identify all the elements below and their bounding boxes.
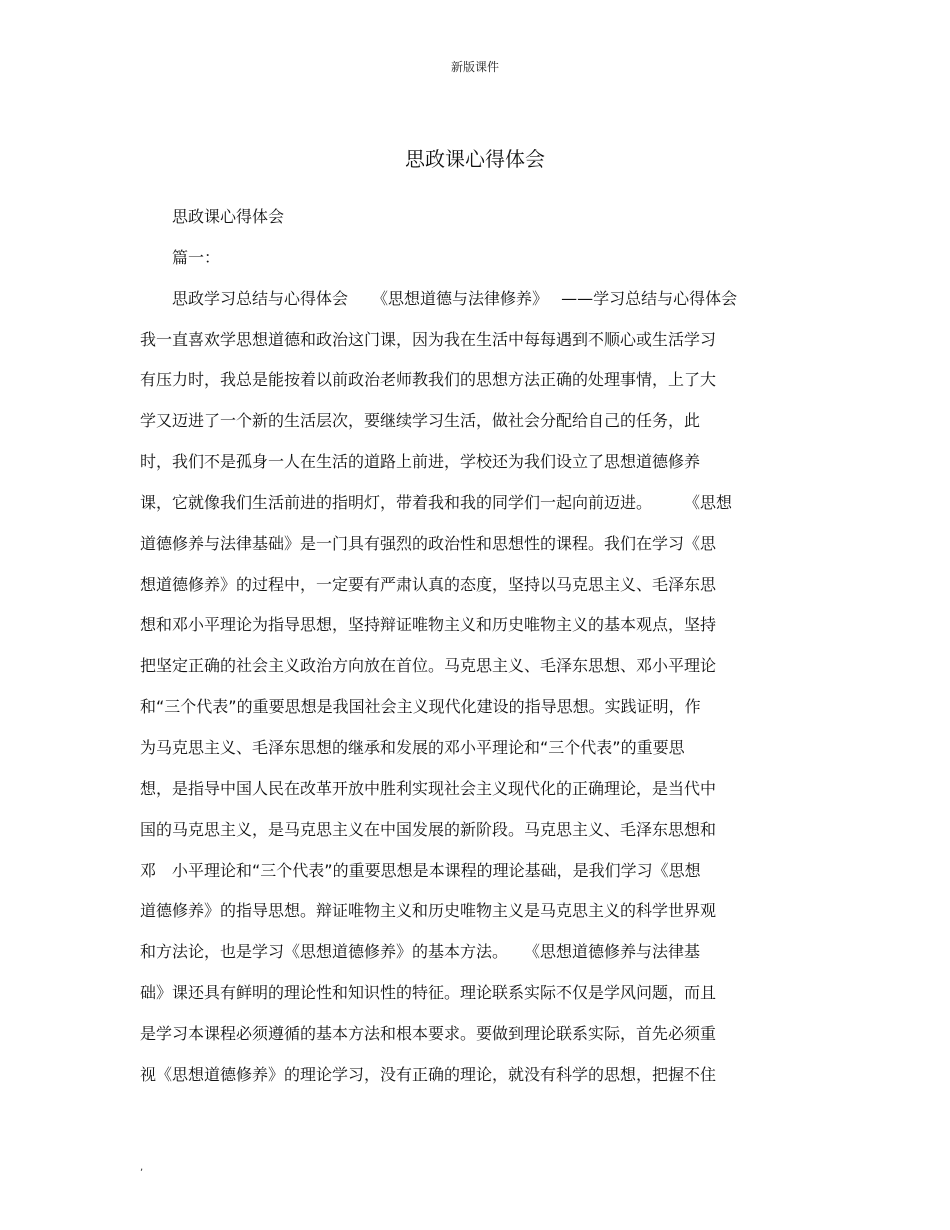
body-line: 有压力时，我总是能按着以前政治老师教我们的思想方法正确的处理事情，上了大	[140, 370, 717, 389]
body-line: 学又迈进了一个新的生活层次，要继续学习生活，做社会分配给自己的任务，此	[140, 411, 701, 430]
body-line: 时，我们不是孤身一人在生活的道路上前进，学校还为我们设立了思想道德修养	[140, 452, 701, 471]
body-line: 把坚定正确的社会主义政治方向放在首位。马克思主义、毛泽东思想、邓小平理论	[140, 656, 717, 675]
body-line: 思政学习总结与心得体会 《思想道德与法律修养》 ——学习总结与心得体会	[140, 289, 738, 308]
body-line: 想，是指导中国人民在改革开放中胜利实现社会主义现代化的正确理论，是当代中	[140, 779, 717, 798]
body-line: 篇一：	[140, 248, 221, 267]
body-line: 和方法论，也是学习《思想道德修养》的基本方法。 《思想道德修养与法律基	[140, 942, 701, 961]
page-header: 新版课件	[450, 60, 499, 74]
body-line: 思政课心得体会	[140, 207, 285, 226]
footer-mark: ,	[140, 1162, 144, 1173]
body-line: 课，它就像我们生活前进的指明灯，带着我和我的同学们一起向前迈进。 《思想	[140, 493, 733, 512]
body-line: 我一直喜欢学思想道德和政治这门课，因为我在生活中每每遇到不顺心或生活学习	[140, 330, 717, 349]
body-line: 国的马克思主义，是马克思主义在中国发展的新阶段。马克思主义、毛泽东思想和	[140, 820, 717, 839]
body-line: 道德修养与法律基础》是一门具有强烈的政治性和思想性的课程。我们在学习《思	[140, 534, 717, 553]
body-line: 为马克思主义、毛泽东思想的继承和发展的邓小平理论和“三个代表”的重要思	[140, 738, 685, 757]
document-title: 思政课心得体会	[405, 147, 545, 171]
body-line: 邓 小平理论和“三个代表”的重要思想是本课程的理论基础，是我们学习《思想	[140, 861, 701, 880]
body-line: 视《思想道德修养》的理论学习，没有正确的理论，就没有科学的思想，把握不住	[140, 1065, 717, 1084]
body-line: 和“三个代表”的重要思想是我国社会主义现代化建设的指导思想。实践证明，作	[140, 697, 701, 716]
body-line: 想和邓小平理论为指导思想，坚持辩证唯物主义和历史唯物主义的基本观点，坚持	[140, 615, 717, 634]
body-line: 础》课还具有鲜明的理论性和知识性的特征。理论联系实际不仅是学风问题，而且	[140, 983, 717, 1002]
body-line: 想道德修养》的过程中，一定要有严肃认真的态度，坚持以马克思主义、毛泽东思	[140, 575, 717, 594]
body-line: 道德修养》的指导思想。辩证唯物主义和历史唯物主义是马克思主义的科学世界观	[140, 901, 717, 920]
body-line: 是学习本课程必须遵循的基本方法和根本要求。要做到理论联系实际，首先必须重	[140, 1024, 717, 1043]
